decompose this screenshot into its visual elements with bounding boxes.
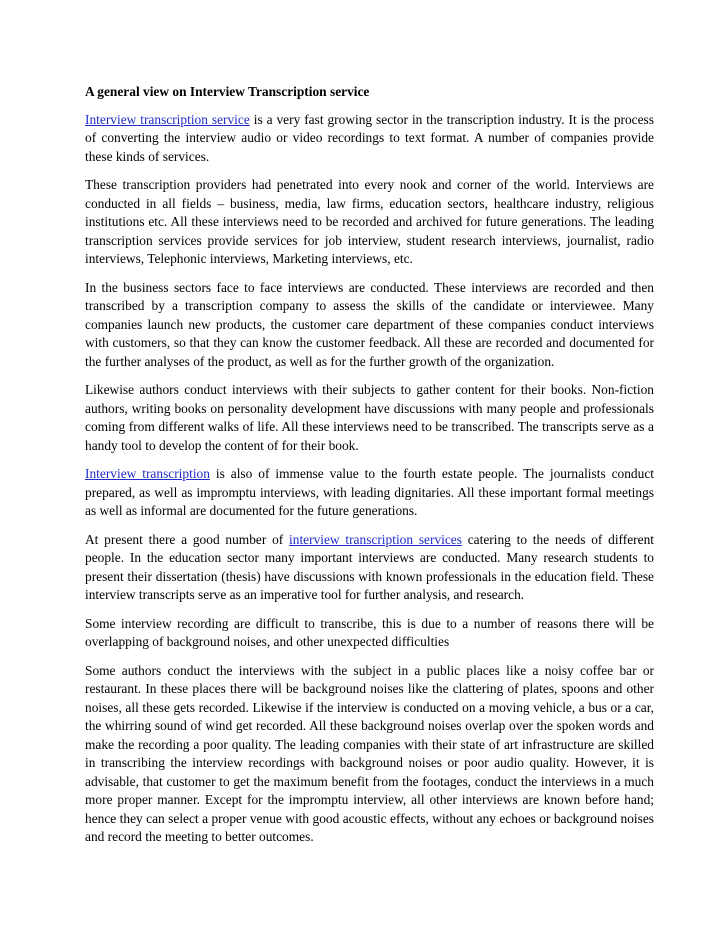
paragraph-6 xyxy=(85,531,654,605)
document-page xyxy=(85,83,654,857)
paragraph-3: In the business sectors face to face interviews are conducted. These interviews are recorded and then transcribed by a transcription company to assess the skills of the candidate or interviewee. Many companies launch new products, the customer care department of these companies conduct interviews with customers, so that they can know the customer feedback. All these are recorded and documented for the further analyses of the product, as well as for the further growth of the organization. xyxy=(85,279,654,369)
document-title: A general view on Interview Transcription service xyxy=(85,84,370,99)
paragraph-7: Some interview recording are difficult to transcribe, this is due to a number of reasons there will be overlapping of background noises, and other unexpected difficulties xyxy=(85,615,654,649)
paragraph-8: Some authors conduct the interviews with the subject in a public places like a noisy coffee bar or restaurant. In these places there will be background noises like the clattering of plates, spoons and other noises, all these gets recorded. Likewise if the interview is conducted on a moving vehicle, a bus or a car, the whirring sound of wind get recorded. All these background noises overlap over the spoken words and make the recording a poor quality. The leading companies with their state of art infrastructure are skilled in transcribing the interview recordings with background noises or poor audio quality. However, it is advisable, that customer to get the maximum benefit from the footages, conduct the interviews in a much more proper manner. Except for the impromptu interview, all other interviews are known before hand; hence they can select a proper venue with good acoustic effects, without any echoes or background noises and record the meeting to better outcomes. xyxy=(85,662,654,844)
paragraph-2: These transcription providers had penetrated into every nook and corner of the world. Interviews are conducted in all fields – business, media, law firms, education sectors, healthcare industry, religious institutions etc. All these interviews need to be recorded and archived for future generations. The leading transcription services provide services for job interview, student research interviews, journalist, radio interviews, Telephonic interviews, Marketing interviews, etc. xyxy=(85,177,654,266)
paragraph-6-text-before: At present there a good number of xyxy=(85,531,290,547)
paragraph-5 xyxy=(85,465,654,521)
paragraph-1 xyxy=(85,111,654,167)
interview-transcription-service-link[interactable]: Interview transcription service xyxy=(85,111,250,127)
paragraph-5-text: is also of immense value to the fourth estate people. The journalists conduct prepared, as well as impromptu interviews, with leading dignitaries. All these important formal meetings as well as informal are documented for the future generations. xyxy=(85,466,654,518)
paragraph-6-text-after: catering to the needs of different people. In the education sector many important interviews are conducted. Many research students to present their dissertation (thesis) have discussions with known professionals in the education field. These interview transcripts serve as an imperative tool for further analysis, and research. xyxy=(85,531,654,602)
interview-transcription-services-link[interactable]: interview transcription services xyxy=(289,531,462,547)
paragraph-1-text: is a very fast growing sector in the transcription industry. It is the process of converting the interview audio or video recordings to text format. A number of companies provide these kinds of services. xyxy=(85,111,654,164)
interview-transcription-link[interactable]: Interview transcription xyxy=(85,466,210,481)
paragraph-4: Likewise authors conduct interviews with their subjects to gather content for their books. Non-fiction authors, writing books on personality development have discussions with many people and professionals coming from different walks of life. All these interviews need to be transcribed. The transcripts serve as a handy tool to develop the content of for their book. xyxy=(85,382,654,453)
